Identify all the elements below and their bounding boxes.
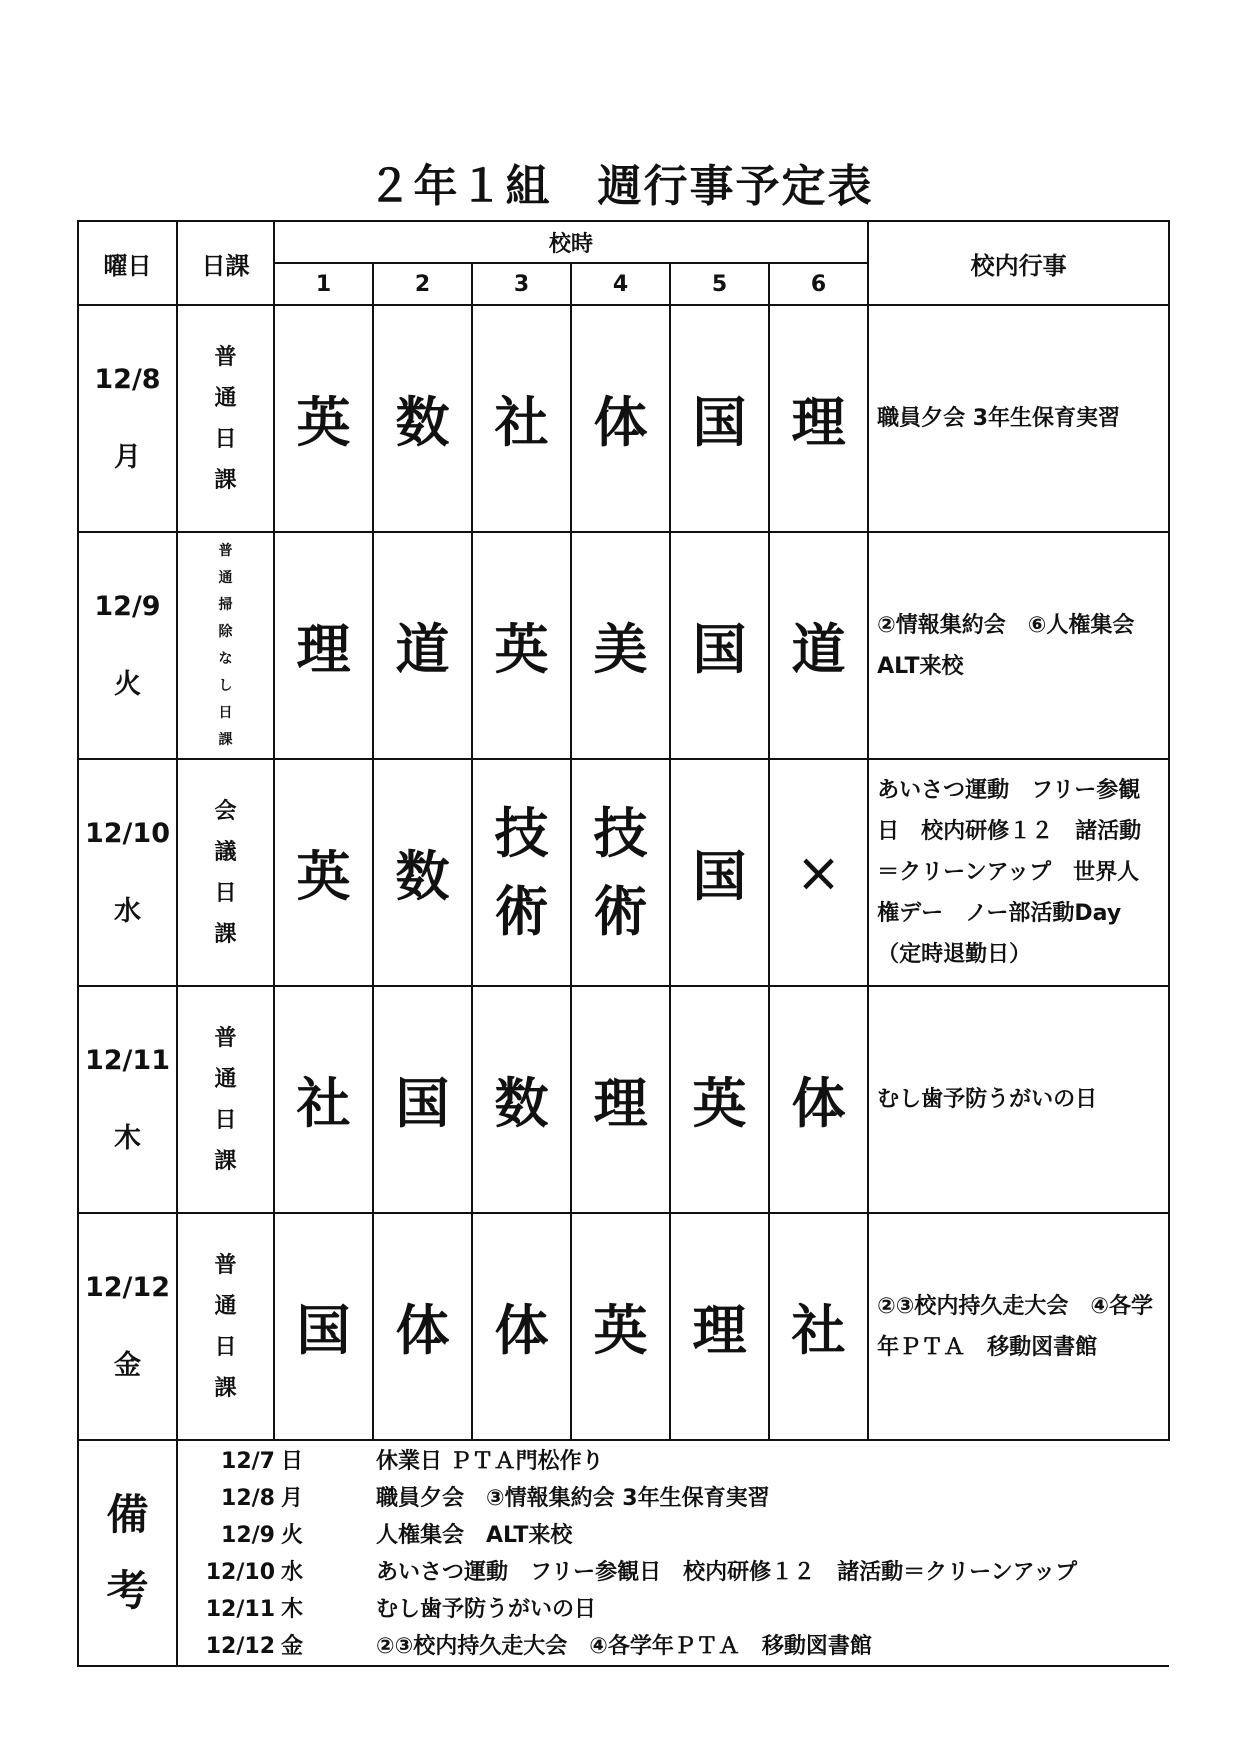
remark-text: むし歯予防うがいの日 xyxy=(376,1597,597,1622)
day-schedule-type xyxy=(177,532,274,759)
remark-line xyxy=(178,1480,1169,1517)
header-weekday: 曜日 xyxy=(78,221,177,305)
day-row xyxy=(78,1213,1169,1440)
remarks-label-char: 考 xyxy=(106,1566,149,1615)
subject-name: 英 xyxy=(296,845,351,908)
subject-name: 理 xyxy=(791,391,846,454)
subject-name: 数 xyxy=(395,845,450,908)
subject-name: 英 xyxy=(296,391,351,454)
remark-text: あいさつ運動 フリー参観日 校内研修１２ 諸活動＝クリーンアップ xyxy=(376,1560,1078,1585)
remark-date: 12/8 xyxy=(221,1486,275,1511)
remark-weekday: 火 xyxy=(281,1523,304,1548)
remark-text: 休業日 ＰＴＡ門松作り xyxy=(376,1449,604,1474)
subject-name: 国 xyxy=(296,1299,351,1362)
day-events: 職員夕会 3年生保育実習 xyxy=(868,305,1169,532)
subject-cell xyxy=(769,759,868,986)
day-schedule-type xyxy=(177,305,274,532)
remark-date: 12/12 xyxy=(205,1634,275,1659)
subject-name: × xyxy=(795,841,842,904)
remarks-label-char: 備 xyxy=(106,1490,149,1539)
subject-name: 理 xyxy=(692,1299,747,1362)
day-weekday: 水 xyxy=(114,895,141,927)
remark-text: ②③校内持久走大会 ④各学年ＰＴＡ 移動図書館 xyxy=(376,1634,872,1659)
subject-name: 道 xyxy=(395,618,450,681)
remark-line xyxy=(178,1443,1169,1480)
subject-cell xyxy=(571,1213,670,1440)
period-number: 5 xyxy=(670,263,769,305)
subject-cell xyxy=(373,532,472,759)
day-date-cell xyxy=(78,532,177,759)
subject-name: 数 xyxy=(395,391,450,454)
subject-name: 体 xyxy=(494,1299,549,1362)
schedule-type-char: 普 xyxy=(214,1252,237,1278)
subject-name: 社 xyxy=(296,1072,351,1135)
subject-cell xyxy=(274,305,373,532)
day-date-cell xyxy=(78,305,177,532)
schedule-type-char: 普 xyxy=(214,1025,237,1051)
schedule-type-char: し xyxy=(218,677,233,694)
schedule-type-char: 通 xyxy=(214,1293,237,1319)
remark-line xyxy=(178,1554,1169,1591)
schedule-type-char: な xyxy=(218,650,233,667)
subject-name: 社 xyxy=(791,1299,846,1362)
schedule-type-char: 日 xyxy=(214,1107,237,1133)
subject-name: 社 xyxy=(494,391,549,454)
day-date-cell xyxy=(78,986,177,1213)
day-row xyxy=(78,986,1169,1213)
remark-text: 人権集会 ALT来校 xyxy=(376,1523,573,1548)
schedule-type-char: 通 xyxy=(214,1066,237,1092)
subject-name: 体 xyxy=(791,1072,846,1135)
day-events: むし歯予防うがいの日 xyxy=(868,986,1169,1213)
period-number: 1 xyxy=(274,263,373,305)
period-number: 3 xyxy=(472,263,571,305)
weekly-schedule-table xyxy=(77,220,1170,1667)
page-title: ２年１組 週行事予定表 xyxy=(367,161,874,212)
subject-cell xyxy=(769,986,868,1213)
day-date: 12/11 xyxy=(84,1044,170,1076)
schedule-type-char: 通 xyxy=(218,569,233,586)
subject-name: 英 xyxy=(593,1299,648,1362)
subject-name: 術 xyxy=(593,879,648,943)
day-date-cell xyxy=(78,1213,177,1440)
day-date: 12/10 xyxy=(84,817,170,849)
subject-cell xyxy=(670,1213,769,1440)
subject-name: 道 xyxy=(791,618,846,681)
day-date-cell xyxy=(78,759,177,986)
subject-cell xyxy=(274,1213,373,1440)
day-date: 12/9 xyxy=(94,590,161,622)
day-events: あいさつ運動 フリー参観日 校内研修１２ 諸活動＝クリーンアップ 世界人権デー ノー部活動Day（定時退勤日） xyxy=(868,759,1169,986)
subject-name: 国 xyxy=(692,391,747,454)
subject-cell xyxy=(274,986,373,1213)
remark-weekday: 月 xyxy=(281,1486,304,1511)
subject-cell xyxy=(373,305,472,532)
schedule-type-char: 普 xyxy=(218,542,233,559)
day-date: 12/12 xyxy=(84,1271,170,1303)
subject-name: 美 xyxy=(593,618,648,681)
remark-weekday: 金 xyxy=(281,1634,304,1659)
remark-date: 12/11 xyxy=(205,1597,275,1622)
day-events: ②③校内持久走大会 ④各学年ＰＴＡ 移動図書館 xyxy=(868,1213,1169,1440)
header-daily-schedule: 日課 xyxy=(177,221,274,305)
subject-cell xyxy=(670,532,769,759)
period-number: 4 xyxy=(571,263,670,305)
subject-cell xyxy=(472,759,571,986)
schedule-type-char: 日 xyxy=(214,880,237,906)
subject-cell xyxy=(274,532,373,759)
header-events: 校内行事 xyxy=(868,221,1169,305)
subject-name: 体 xyxy=(593,391,648,454)
schedule-type-char: 課 xyxy=(214,1148,237,1174)
schedule-type-char: 課 xyxy=(218,731,233,748)
subject-cell xyxy=(670,986,769,1213)
subject-cell xyxy=(274,759,373,986)
subject-name: 国 xyxy=(692,618,747,681)
subject-cell xyxy=(472,305,571,532)
day-weekday: 金 xyxy=(114,1349,141,1381)
subject-cell xyxy=(571,305,670,532)
day-row xyxy=(78,759,1169,986)
schedule-type-char: 課 xyxy=(214,1375,237,1401)
subject-name: 数 xyxy=(494,1072,549,1135)
remark-line xyxy=(178,1517,1169,1554)
subject-cell xyxy=(670,305,769,532)
schedule-type-char: 掃 xyxy=(218,596,233,613)
schedule-type-char: 普 xyxy=(214,344,237,370)
subject-cell xyxy=(769,532,868,759)
remark-weekday: 水 xyxy=(281,1560,304,1585)
remarks-row xyxy=(78,1440,1169,1666)
subject-name: 国 xyxy=(395,1072,450,1135)
subject-cell xyxy=(472,532,571,759)
subject-name: 術 xyxy=(494,879,549,943)
schedule-type-char: 除 xyxy=(218,623,233,640)
day-row xyxy=(78,532,1169,759)
day-weekday: 月 xyxy=(114,441,141,473)
day-schedule-type xyxy=(177,1213,274,1440)
subject-cell xyxy=(472,986,571,1213)
remarks-body xyxy=(177,1440,1169,1666)
day-events: ②情報集約会 ⑥人権集会 ALT来校 xyxy=(868,532,1169,759)
period-number: 2 xyxy=(373,263,472,305)
subject-name: 技 xyxy=(593,801,648,865)
subject-cell xyxy=(769,1213,868,1440)
day-date: 12/8 xyxy=(94,363,161,395)
subject-cell xyxy=(670,759,769,986)
remark-line xyxy=(178,1591,1169,1628)
subject-cell xyxy=(472,1213,571,1440)
subject-cell xyxy=(373,1213,472,1440)
subject-name: 英 xyxy=(692,1072,747,1135)
subject-name: 国 xyxy=(692,845,747,908)
day-schedule-type xyxy=(177,759,274,986)
subject-cell xyxy=(373,759,472,986)
period-number: 6 xyxy=(769,263,868,305)
header-periods-label: 校時 xyxy=(274,221,868,263)
subject-cell xyxy=(769,305,868,532)
remark-date: 12/7 xyxy=(221,1449,275,1474)
remark-weekday: 木 xyxy=(281,1597,304,1622)
schedule-type-char: 日 xyxy=(218,704,233,721)
subject-name: 技 xyxy=(494,801,549,865)
remark-date: 12/10 xyxy=(205,1560,275,1585)
day-schedule-type xyxy=(177,986,274,1213)
header-row xyxy=(78,221,1169,263)
subject-cell xyxy=(571,986,670,1213)
remark-line xyxy=(178,1628,1169,1665)
remark-date: 12/9 xyxy=(221,1523,275,1548)
day-weekday: 木 xyxy=(114,1122,141,1154)
subject-name: 体 xyxy=(395,1299,450,1362)
schedule-type-char: 通 xyxy=(214,385,237,411)
remarks-label xyxy=(78,1440,177,1666)
subject-cell xyxy=(571,532,670,759)
day-weekday: 火 xyxy=(114,668,141,700)
subject-cell xyxy=(373,986,472,1213)
remarks-list xyxy=(178,1441,1169,1665)
schedule-type-char: 日 xyxy=(214,426,237,452)
schedule-type-char: 課 xyxy=(214,921,237,947)
schedule-type-char: 課 xyxy=(214,467,237,493)
subject-name: 英 xyxy=(494,618,549,681)
schedule-type-char: 日 xyxy=(214,1334,237,1360)
day-row xyxy=(78,305,1169,532)
remark-weekday: 日 xyxy=(281,1449,304,1474)
schedule-type-char: 議 xyxy=(214,839,237,865)
schedule-type-char: 会 xyxy=(214,798,237,824)
subject-name: 理 xyxy=(296,618,351,681)
remark-text: 職員夕会 ③情報集約会 3年生保育実習 xyxy=(376,1486,770,1511)
subject-cell xyxy=(571,759,670,986)
subject-name: 理 xyxy=(593,1072,648,1135)
